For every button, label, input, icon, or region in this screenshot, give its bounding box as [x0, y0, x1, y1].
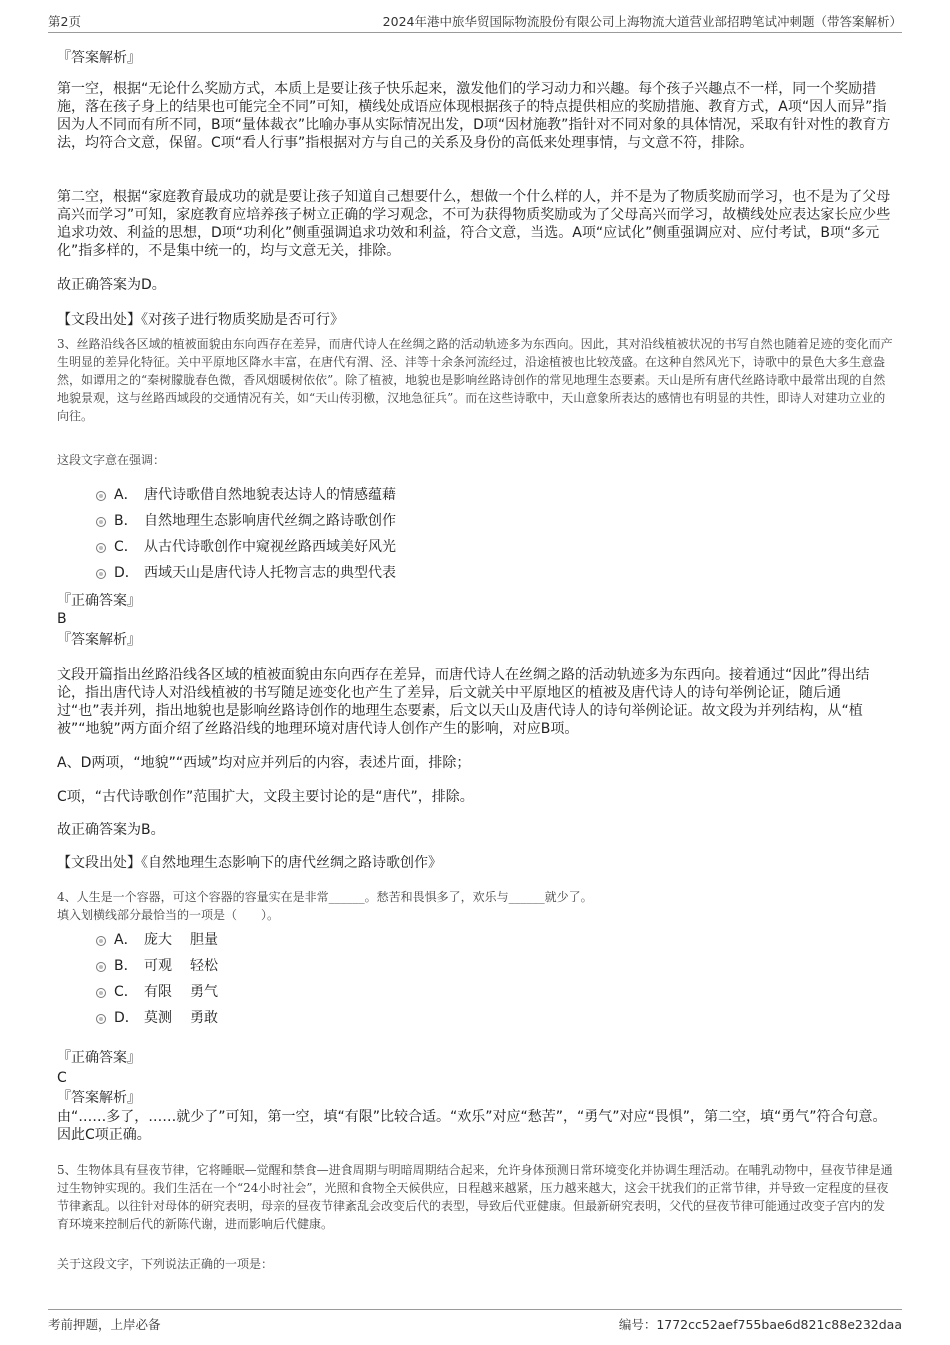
- q3-analysis-label: 『答案解析』: [57, 632, 141, 648]
- option-text: 自然地理生态影响唐代丝绸之路诗歌创作: [144, 513, 396, 529]
- q2-analysis-paragraph-2: 第二空，根据“家庭教育最成功的就是要让孩子知道自己想要什么，想做一个什么样的人，并不是为了物质奖励而学习，也不是为了父母高兴而学习”可知，家庭教育应培养孩子树立正确的学习观念，不可为获得物质奖励或为了父母高兴而学习，故横线处应表达家长应少些追求功效、利益的思想，D项“功利化”侧重强调追求功效和利益，符合文意，当选。A项“应试化”侧重强调应对、应付考试，B项“多元化”指多样的，不是集中统一的，均与文意无关，排除。: [57, 189, 891, 259]
- q4-answer-label: 『正确答案』: [57, 1050, 141, 1066]
- q2-analysis-paragraph-1: 第一空，根据“无论什么奖励方式，本质上是要让孩子快乐起来，激发他们的学习动力和兴趣。每个孩子兴趣点不一样，同一个奖励措施，落在孩子身上的结果也可能完全不同”可知，横线处成语应体现根据孩子的特点提供相应的奖励措施、教育方式，A项“因人而异”指因为人不同而有所不同，B项“量体裁衣”比喻办事从实际情况出发，D项“因材施教”指针对不同对象的具体情况，采取有针对性的教育方法，均符合文意，保留。C项“看人行事”指根据对方与自己的关系及身份的高低来处理事情，与文意不符，排除。: [57, 81, 891, 151]
- option-word-1: 可观: [144, 958, 172, 974]
- option-word-2: 轻松: [190, 958, 218, 974]
- radio-icon[interactable]: [96, 962, 106, 972]
- radio-icon[interactable]: [96, 988, 106, 998]
- radio-icon[interactable]: [96, 569, 106, 579]
- radio-icon[interactable]: [96, 543, 106, 553]
- q3-conclusion: 故正确答案为B。: [57, 822, 165, 838]
- option-text: 西域天山是唐代诗人托物言志的典型代表: [144, 565, 396, 581]
- page-footer: [48, 1309, 902, 1334]
- option-text: 从古代诗歌创作中窥视丝路西域美好风光: [144, 539, 396, 555]
- page-header: [48, 10, 902, 33]
- radio-icon[interactable]: [96, 517, 106, 527]
- q2-analysis-label: 『答案解析』: [57, 50, 141, 66]
- option-word-2: 勇敢: [190, 1010, 218, 1026]
- option-word-1: 有限: [144, 984, 172, 1000]
- radio-icon[interactable]: [96, 936, 106, 946]
- option-word-1: 庞大: [144, 932, 172, 948]
- q2-conclusion: 故正确答案为D。: [57, 277, 166, 293]
- q3-analysis-paragraph-1: 文段开篇指出丝路沿线各区域的植被面貌由东向西存在差异，而唐代诗人在丝绸之路的活动轨迹多为东西向。接着通过“因此”得出结论，指出唐代诗人对沿线植被的书写随足迹变化也产生了差异，后文就关中平原地区的植被及唐代诗人的诗句举例论证，随后通过“也”表并列，指出地貌也是影响丝路诗创作的地理生态要素，后文以天山及唐代诗人的诗句举例论证。故文段为并列结构，从“植被”“地貌”两方面介绍了丝路沿线的地理环境对唐代诗人创作产生的影响，对应B项。: [57, 667, 870, 737]
- q5-question: 关于这段文字，下列说法正确的一项是：: [57, 1257, 274, 1271]
- q3-analysis-paragraph-2: A、D两项，“地貌”“西域”均对应并列后的内容，表述片面，排除；: [57, 755, 471, 771]
- option-word-2: 勇气: [190, 984, 218, 1000]
- q4-stem: 4、人生是一个容器，可这个容器的容量实在是非常______。愁苦和畏惧多了，欢乐与______就少了。: [57, 890, 593, 904]
- q3-analysis-paragraph-3: C项，“古代诗歌创作”范围扩大，文段主要讨论的是“唐代”，排除。: [57, 789, 474, 805]
- document-id: 编号：1772cc52aef755bae6d821c88e232daa: [618, 1317, 902, 1332]
- page-number: 第2页: [48, 14, 81, 29]
- document-title: 2024年港中旅华贸国际物流股份有限公司上海物流大道营业部招聘笔试冲刺题（带答案解析）: [382, 14, 902, 29]
- q4-analysis-label: 『答案解析』: [57, 1090, 141, 1106]
- q4-answer: C: [57, 1070, 67, 1086]
- q4-analysis: 由“……多了，……就少了”可知，第一空，填“有限”比较合适。“欢乐”对应“愁苦”，“勇气”对应“畏惧”，第二空，填“勇气”符合句意。因此C项正确。: [57, 1109, 887, 1143]
- footer-slogan: 考前押题，上岸必备: [48, 1317, 161, 1332]
- q3-answer: B: [57, 611, 67, 627]
- q4-question: 填入划横线部分最恰当的一项是（ ）。: [57, 908, 280, 922]
- option-text: 唐代诗歌借自然地貌表达诗人的情感蕴藉: [144, 487, 396, 503]
- radio-icon[interactable]: [96, 1014, 106, 1024]
- q5-stem: 5、生物体具有昼夜节律，它将睡眠—觉醒和禁食—进食周期与明暗周期结合起来，允许身体预测日常环境变化并协调生理活动。在哺乳动物中，昼夜节律是通过生物钟实现的。我们生活在一个“24小时社会”，光照和食物全天候供应，日程越来越紧，压力越来越大，这会干扰我们的正常节律，并导致一定程度的昼夜节律紊乱。以往针对母体的研究表明，母亲的昼夜节律紊乱会改变后代的表型，导致后代亚健康。但最新研究表明，父代的昼夜节律可能通过改变子宫内的发育环境来控制后代的新陈代谢，进而影响后代健康。: [57, 1163, 893, 1231]
- option-word-1: 莫测: [144, 1010, 172, 1026]
- option-word-2: 胆量: [190, 932, 218, 948]
- radio-icon[interactable]: [96, 491, 106, 501]
- q3-answer-label: 『正确答案』: [57, 593, 141, 609]
- q3-source: 【文段出处】《自然地理生态影响下的唐代丝绸之路诗歌创作》: [57, 855, 442, 871]
- q3-question: 这段文字意在强调：: [57, 453, 166, 467]
- q3-stem: 3、丝路沿线各区域的植被面貌由东向西存在差异，而唐代诗人在丝绸之路的活动轨迹多为东西向。因此，其对沿线植被状况的书写自然也随着足迹的变化而产生明显的差异化特征。关中平原地区降水丰富，在唐代有渭、泾、沣等十余条河流经过，沿途植被也比较茂盛。在这种自然风光下，诗歌中的景色大多生意盎然，如谭用之的“秦树朦胧春色微，香风烟暖树依依”。除了植被，地貌也是影响丝路诗创作的常见地理生态要素。天山是所有唐代丝路诗歌中最常出现的自然地貌景观，这与丝路西域段的交通情况有关，如“天山传羽檄，汉地急征兵”。而在这些诗歌中，天山意象所表达的感情也有明显的共性，即诗人对建功立业的向往。: [57, 337, 893, 423]
- q2-source: 【文段出处】《对孩子进行物质奖励是否可行》: [57, 312, 344, 328]
